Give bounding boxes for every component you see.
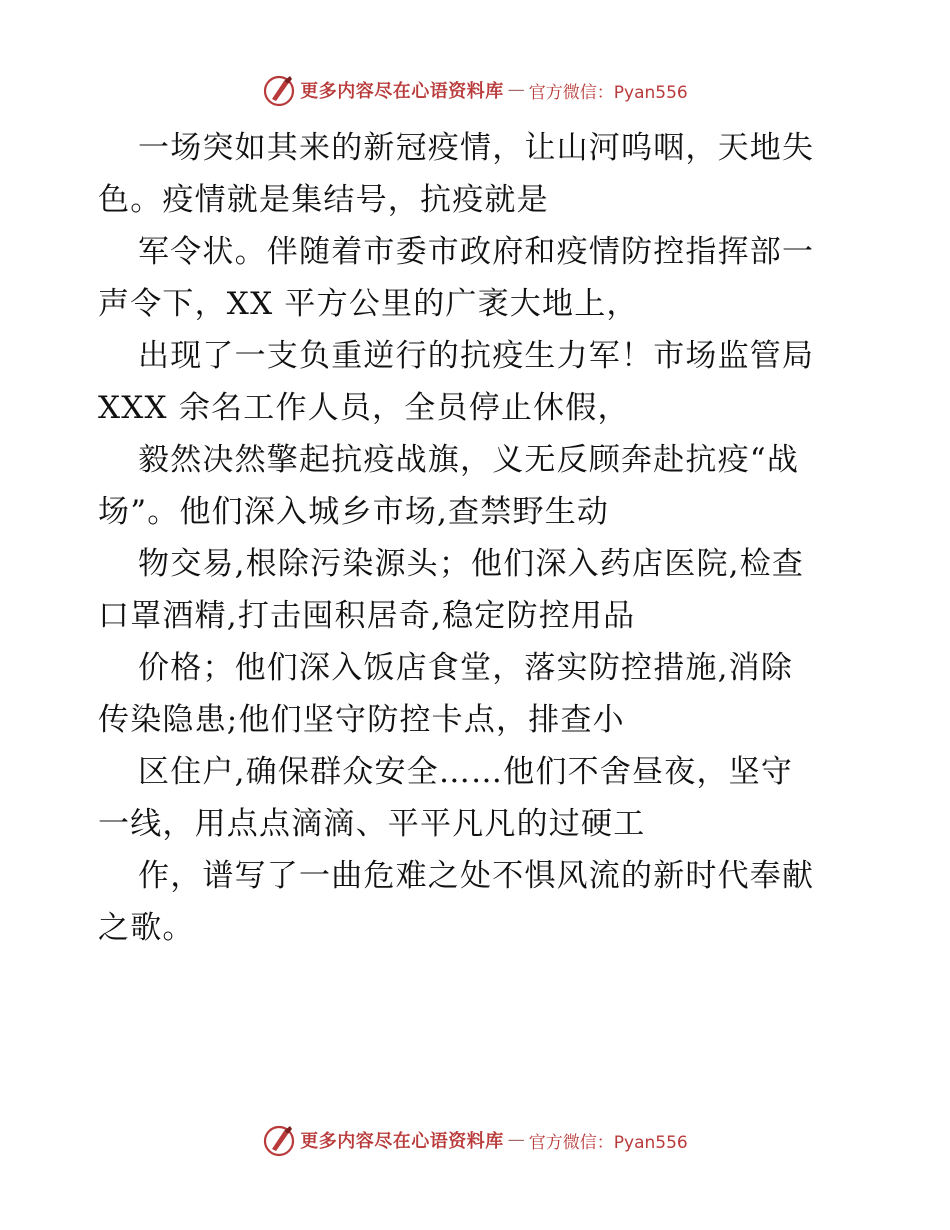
body-line: 色。疫情就是集结号，抗疫就是	[98, 182, 549, 218]
site-name: 更多内容尽在心语资料库	[300, 1131, 504, 1152]
body-line: 区住户,确保群众安全……他们不舍昼夜，坚守	[138, 754, 794, 790]
body-line: 一线，用点点滴滴、平平凡凡的过硬工	[98, 806, 646, 842]
body-line: 声令下，XX 平方公里的广袤大地上，	[98, 286, 639, 322]
body-line: 之歌。	[98, 910, 195, 946]
quill-logo-icon	[262, 1123, 296, 1157]
wechat-id: 官方微信：Pyan556	[528, 1132, 688, 1153]
header-banner	[0, 70, 950, 110]
banner-separator: —	[507, 1130, 525, 1150]
body-line: 一场突如其来的新冠疫情，让山河呜咽，天地失	[138, 130, 815, 166]
body-line: 物交易,根除污染源头；他们深入药店医院,检查	[138, 546, 805, 582]
quill-logo-icon	[262, 73, 296, 107]
body-line: 价格；他们深入饭店食堂，落实防控措施,消除	[138, 650, 794, 686]
body-line: 传染隐患;他们坚守防控卡点，排查小	[98, 702, 625, 738]
site-name: 更多内容尽在心语资料库	[300, 81, 504, 102]
document-body	[98, 122, 858, 954]
body-line: 军令状。伴随着市委市政府和疫情防控指挥部一	[138, 234, 815, 270]
body-line: 场”。他们深入城乡市场,查禁野生动	[98, 494, 610, 530]
body-line: 作，谱写了一曲危难之处不惧风流的新时代奉献	[138, 858, 815, 894]
banner-separator: —	[507, 80, 525, 100]
footer-banner	[0, 1120, 950, 1160]
body-line: 口罩酒精,打击囤积居奇,稳定防控用品	[98, 598, 636, 634]
body-line: 毅然决然擎起抗疫战旗，义无反顾奔赴抗疫“战	[138, 442, 800, 478]
body-line: 出现了一支负重逆行的抗疫生力军！市场监管局	[138, 338, 815, 374]
wechat-id: 官方微信：Pyan556	[528, 82, 688, 103]
body-line: XXX 余名工作人员，全员停止休假，	[98, 390, 630, 426]
